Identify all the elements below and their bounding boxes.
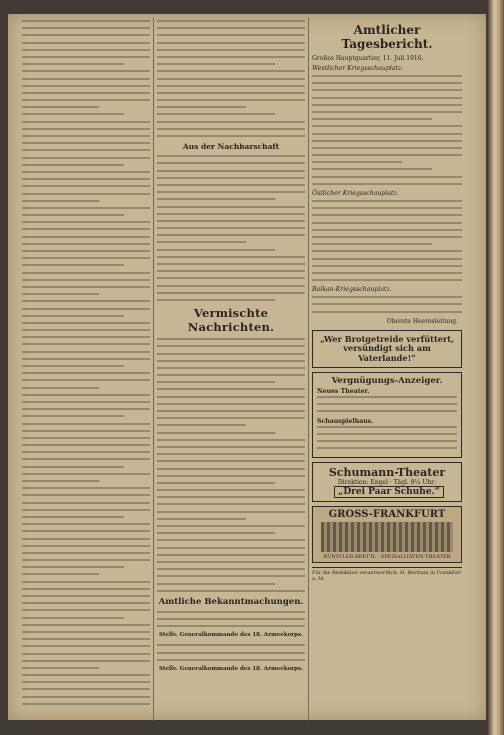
text-line — [157, 256, 305, 258]
column-left — [22, 20, 150, 719]
text-line — [22, 566, 124, 568]
text-line — [22, 20, 150, 22]
text-line — [312, 303, 462, 305]
text-line — [22, 423, 150, 425]
text-line — [157, 403, 305, 405]
text-line — [312, 161, 402, 163]
text-line — [317, 440, 457, 442]
column-middle — [157, 20, 305, 719]
text-line — [22, 638, 150, 640]
vergnuegungs-anzeiger — [312, 372, 462, 458]
text-line — [22, 70, 150, 72]
text-line — [157, 532, 275, 534]
text-line — [312, 176, 462, 178]
text-line — [317, 433, 457, 435]
text-line — [312, 279, 462, 281]
text-line — [22, 667, 99, 669]
text-line — [22, 530, 150, 532]
text-line — [22, 135, 150, 137]
text-line — [157, 388, 305, 390]
text-line — [312, 200, 462, 202]
text-line — [157, 381, 275, 383]
article-text — [157, 644, 305, 660]
text-line — [157, 439, 305, 441]
text-line — [157, 583, 275, 585]
text-line — [312, 168, 432, 170]
text-line — [22, 78, 150, 80]
text-line — [157, 299, 275, 301]
text-line — [22, 106, 99, 108]
text-line — [312, 311, 462, 313]
text-line — [157, 206, 305, 208]
text-line — [157, 468, 305, 470]
brot-notice-text: „Wer Brotgetreide verfüttert, versündigt sich am Vaterlande!“ — [320, 333, 454, 363]
text-line — [157, 249, 275, 251]
text-line — [157, 213, 305, 215]
text-line — [22, 34, 150, 36]
text-line — [157, 270, 305, 272]
text-line — [157, 263, 305, 265]
text-line — [22, 99, 150, 101]
text-line — [22, 595, 150, 597]
text-line — [22, 157, 150, 159]
text-line — [22, 444, 150, 446]
text-line — [22, 645, 150, 647]
text-line — [22, 473, 150, 475]
text-line — [22, 207, 150, 209]
text-line — [312, 183, 462, 185]
text-line — [22, 214, 124, 216]
brot-notice-box — [312, 330, 462, 368]
text-line — [157, 27, 305, 29]
text-line — [157, 113, 275, 115]
text-line — [157, 56, 305, 58]
theater-name: Neues Theater. — [317, 388, 370, 396]
text-line — [157, 353, 305, 355]
text-line — [312, 133, 462, 135]
text-line — [157, 575, 305, 577]
text-line — [22, 372, 150, 374]
anzeiger-title: Vergnügungs-Anzeiger. — [331, 376, 443, 387]
text-line — [157, 489, 305, 491]
text-line — [317, 396, 457, 398]
text-line — [22, 279, 150, 281]
text-line — [312, 104, 462, 106]
text-line — [157, 70, 305, 72]
text-line — [157, 191, 305, 193]
text-line — [22, 660, 150, 662]
signature: Oberste Heeresleitung. — [386, 317, 458, 325]
text-line — [317, 410, 457, 412]
text-line — [22, 27, 150, 29]
text-line — [22, 696, 150, 698]
text-line — [22, 171, 150, 173]
text-line — [312, 229, 462, 231]
text-line — [312, 75, 462, 77]
bekanntmachungen-title: Amtliche Bekanntmachungen. — [158, 596, 304, 607]
text-line — [312, 296, 462, 298]
text-line — [157, 106, 246, 108]
text-line — [157, 78, 305, 80]
text-line — [22, 516, 124, 518]
text-line — [157, 367, 305, 369]
text-line — [312, 111, 462, 113]
text-line — [22, 336, 150, 338]
text-line — [157, 424, 246, 426]
text-line — [157, 63, 275, 65]
text-line — [22, 272, 150, 274]
text-line — [317, 403, 457, 405]
text-line — [157, 446, 305, 448]
text-line — [22, 458, 150, 460]
text-line — [22, 602, 150, 604]
text-line — [22, 221, 150, 223]
text-line — [157, 121, 305, 123]
text-line — [22, 185, 150, 187]
text-line — [22, 300, 150, 302]
text-line — [157, 539, 305, 541]
text-line — [157, 482, 275, 484]
article-text — [312, 200, 462, 281]
section-heading: Aus der Nachbarschaft — [182, 142, 280, 152]
text-line — [22, 379, 150, 381]
text-line — [157, 561, 305, 563]
text-line — [312, 243, 432, 245]
signature: Stellv. Generalkommando des 18. Armeekorps. — [158, 666, 304, 672]
section-balkan: Balkan-Kriegsschauplatz. — [312, 286, 392, 294]
text-line — [157, 227, 305, 229]
article-text — [22, 20, 150, 705]
text-line — [22, 631, 150, 633]
text-line — [157, 360, 305, 362]
text-line — [22, 466, 124, 468]
text-line — [22, 394, 150, 396]
text-line — [312, 97, 462, 99]
text-line — [157, 475, 305, 477]
text-line — [157, 292, 305, 294]
text-line — [22, 401, 150, 403]
text-line — [312, 222, 462, 224]
text-line — [312, 140, 462, 142]
schedule-text — [317, 396, 457, 412]
text-line — [22, 387, 99, 389]
text-line — [157, 285, 305, 287]
text-line — [22, 523, 150, 525]
text-line — [312, 236, 462, 238]
text-line — [22, 559, 150, 561]
book-binding — [488, 0, 504, 735]
text-line — [157, 234, 305, 236]
text-line — [22, 437, 150, 439]
text-line — [22, 315, 124, 317]
text-line — [157, 417, 305, 419]
article-text — [312, 296, 462, 312]
text-line — [157, 277, 305, 279]
text-line — [22, 494, 150, 496]
tagesbericht-title: Amtlicher Tagesbericht. — [341, 23, 433, 51]
text-line — [157, 338, 305, 340]
text-line — [22, 624, 150, 626]
text-line — [22, 142, 150, 144]
text-line — [22, 121, 150, 123]
text-line — [312, 147, 462, 149]
text-line — [157, 496, 305, 498]
text-line — [22, 228, 150, 230]
text-line — [312, 118, 432, 120]
text-line — [157, 625, 305, 627]
text-line — [22, 545, 150, 547]
text-line — [22, 257, 150, 259]
text-line — [22, 264, 124, 266]
text-line — [22, 56, 150, 58]
article-text — [312, 75, 462, 185]
schumann-theater-ad — [312, 462, 462, 502]
text-line — [22, 581, 150, 583]
text-line — [22, 49, 150, 51]
text-line — [157, 568, 305, 570]
text-line — [22, 178, 150, 180]
text-line — [22, 653, 150, 655]
text-line — [312, 250, 462, 252]
text-line — [157, 652, 305, 654]
text-line — [312, 258, 462, 260]
text-line — [312, 89, 462, 91]
text-line — [22, 358, 150, 360]
article-text — [157, 338, 305, 592]
article-text — [157, 155, 305, 301]
text-line — [22, 588, 150, 590]
article-text — [157, 611, 305, 627]
text-line — [157, 374, 305, 376]
text-line — [22, 85, 150, 87]
text-line — [157, 659, 305, 661]
text-line — [157, 220, 305, 222]
theater-name: Schauspielhaus. — [317, 417, 374, 425]
text-line — [22, 351, 150, 353]
imprint: Für die Redaktion verantwortlich: H. Bertram in Frankfurt a. M. — [312, 567, 462, 582]
text-line — [157, 34, 305, 36]
text-line — [22, 322, 150, 324]
text-line — [22, 480, 99, 482]
text-line — [157, 155, 305, 157]
text-line — [22, 502, 150, 504]
text-line — [157, 20, 305, 22]
text-line — [22, 42, 150, 44]
text-line — [157, 611, 305, 613]
text-line — [317, 426, 457, 428]
text-line — [22, 703, 150, 705]
ad-tagline: KÜNSTLER-BRETTL · SPEZIALITÄTEN-THEATER — [323, 554, 451, 561]
text-line — [157, 42, 305, 44]
column-rule — [308, 18, 309, 721]
text-line — [22, 617, 124, 619]
text-line — [157, 128, 305, 130]
text-line — [22, 63, 124, 65]
text-line — [157, 241, 246, 243]
text-line — [22, 250, 150, 252]
text-line — [157, 511, 305, 513]
text-line — [22, 113, 124, 115]
text-line — [22, 451, 150, 453]
text-line — [157, 99, 305, 101]
text-line — [22, 365, 124, 367]
text-line — [22, 609, 150, 611]
text-line — [157, 547, 305, 549]
text-line — [22, 674, 150, 676]
text-line — [157, 644, 305, 646]
text-line — [22, 293, 99, 295]
text-line — [157, 184, 305, 186]
text-line — [157, 170, 305, 172]
signature: Stellv. Generalkommando des 18. Armeekorps. — [158, 632, 304, 639]
text-line — [312, 272, 462, 274]
ad-title: GROSS-FRANKFURT — [328, 509, 446, 521]
text-line — [157, 618, 305, 620]
text-line — [317, 447, 457, 449]
text-line — [22, 408, 150, 410]
text-line — [22, 487, 150, 489]
text-line — [157, 525, 305, 527]
text-line — [22, 308, 150, 310]
text-line — [22, 430, 150, 432]
text-line — [22, 236, 150, 238]
ad-play: „Drei Paar Schuhe.“ — [334, 486, 444, 498]
text-line — [22, 128, 150, 130]
vermischte-title: Vermischte Nachrichten. — [187, 306, 275, 335]
text-line — [157, 518, 246, 520]
gross-frankfurt-ad — [312, 506, 462, 563]
text-line — [22, 415, 124, 417]
text-line — [312, 214, 462, 216]
text-line — [157, 92, 305, 94]
section-west: Westlicher Kriegsschauplatz. — [312, 65, 404, 72]
text-line — [22, 149, 150, 151]
text-line — [157, 590, 305, 592]
text-line — [22, 243, 150, 245]
text-line — [157, 396, 305, 398]
text-line — [157, 49, 305, 51]
text-line — [157, 453, 305, 455]
column-right — [312, 20, 462, 719]
text-line — [157, 85, 305, 87]
text-line — [22, 92, 150, 94]
text-line — [22, 193, 150, 195]
text-line — [312, 265, 462, 267]
text-line — [312, 154, 462, 156]
text-line — [22, 286, 150, 288]
text-line — [22, 538, 150, 540]
text-line — [312, 82, 462, 84]
text-line — [312, 125, 462, 127]
text-line — [22, 688, 150, 690]
text-line — [22, 200, 99, 202]
text-line — [157, 177, 305, 179]
text-line — [22, 573, 99, 575]
text-line — [157, 198, 275, 200]
text-line — [22, 343, 150, 345]
text-line — [157, 432, 275, 434]
text-line — [157, 345, 305, 347]
text-line — [157, 410, 305, 412]
text-line — [22, 509, 150, 511]
text-line — [22, 552, 150, 554]
ad-meta: Direktion: Engel · Tägl. 8¼ Uhr: — [337, 479, 437, 487]
dateline: Großes Hauptquartier, 11. Juli 1916. — [312, 55, 424, 62]
article-text — [157, 20, 305, 137]
ad-title: Schumann-Theater — [328, 466, 446, 480]
text-line — [157, 554, 305, 556]
text-line — [22, 164, 124, 166]
text-line — [22, 329, 150, 331]
schedule-text — [317, 426, 457, 450]
text-line — [157, 135, 305, 137]
building-illustration — [321, 522, 453, 552]
section-ost: Östlicher Kriegsschauplatz. — [312, 190, 399, 197]
text-line — [157, 162, 305, 164]
column-rule — [153, 18, 154, 721]
text-line — [312, 207, 462, 209]
text-line — [157, 460, 305, 462]
text-line — [157, 503, 305, 505]
text-line — [22, 681, 150, 683]
